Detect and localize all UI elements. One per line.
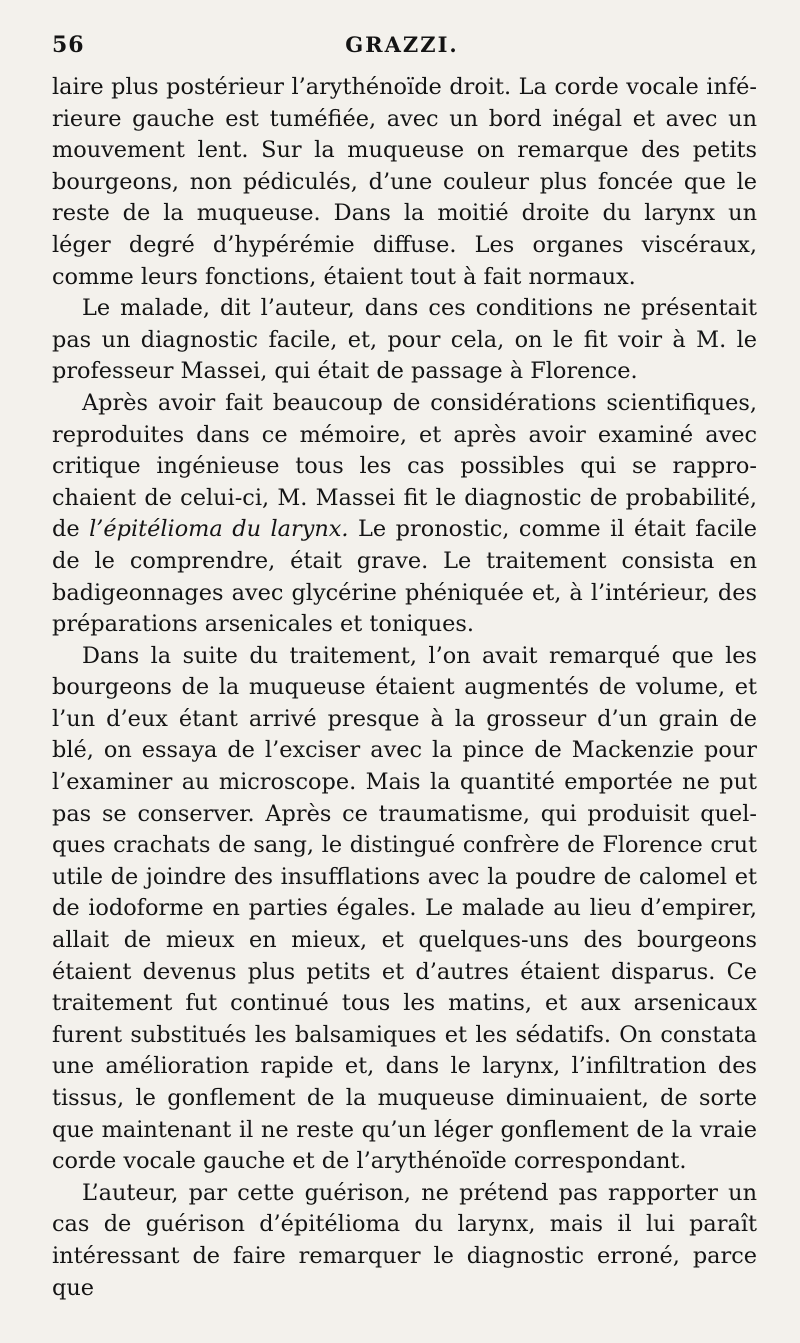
- paragraph-author-conclusion: L’auteur, par cette guérison, ne prétend pas rapporter un cas de guérison d’épitélioma du larynx, mais il lui paraît intéressant de faire remarquer le diagnostic erroné, parce que: [52, 1179, 757, 1301]
- page-header: [52, 32, 752, 72]
- paragraph-continuation: laire plus postérieur l’arythénoïde droit. La corde vocale inférieure gauche est tuméfiée, avec un bord inégal et avec un mouvement lent. Sur la muqueuse on remarque des petits bourgeons, non pédiculés, d’une couleur plus foncée que le reste de la muqueuse. Dans la moitié droite du larynx un léger degré d’hypérémie diffuse. Les organes viscéraux, comme leurs fonctions, étaient tout à fait normaux.: [52, 74, 757, 290]
- paragraph-diagnosis-difficulty: Le malade, dit l’auteur, dans ces conditions ne présentait pas un diagnostic facile, et, pour cela, on le fit voir à M. le professeur Massei, qui était de passage à Florence.: [52, 295, 757, 385]
- body-text: [52, 72, 757, 1304]
- paragraph-massei-diagnosis: [52, 388, 757, 641]
- paragraph-text-after-italic: Le pronostic, comme il était facile de le comprendre, était grave. Le traitement consista en badigeonnages avec glycérine phéniquée et, à l’intérieur, des préparations arsenicales et toniques.: [52, 516, 757, 638]
- page-number: 56: [52, 32, 85, 58]
- italic-diagnosis-phrase: l’épitélioma du larynx.: [89, 516, 349, 543]
- running-head: GRAZZI.: [345, 32, 459, 57]
- paragraph-treatment-course: Dans la suite du traitement, l’on avait remarqué que les bourgeons de la muqueuse étaient augmentés de volume, et l’un d’eux étant arrivé presque à la grosseur d’un grain de blé, on essaya de l’exciser avec la pince de Mackenzie pour l’examiner au microscope. Mais la quantité emportée ne put pas se conserver. Après ce traumatisme, qui produisit quelques crachats de sang, le distingué confrère de Florence crut utile de joindre des insufflations avec la poudre de calomel et de iodoforme en parties égales. Le malade au lieu d’empirer, allait de mieux en mieux, et quelques-uns des bourgeons étaient devenus plus petits et d’autres étaient disparus. Ce traitement fut continué tous les matins, et aux arsenicaux furent substitués les balsamiques et les sédatifs. On constata une amélioration rapide et, dans le larynx, l’infiltration des tissus, le gonflement de la muqueuse diminuaient, de sorte que maintenant il ne reste qu’un léger gonflement de la vraie corde vocale gauche et de l’arythénoïde correspondant.: [52, 642, 757, 1175]
- paragraph-text-before-italic: Après avoir fait beaucoup de considérations scientifiques, reproduites dans ce mémoire, et après avoir examiné avec critique ingénieuse tous les cas possibles qui se rapprochaient de celui-ci, M. Massei fit le diagnostic de probabilité, de: [52, 389, 757, 543]
